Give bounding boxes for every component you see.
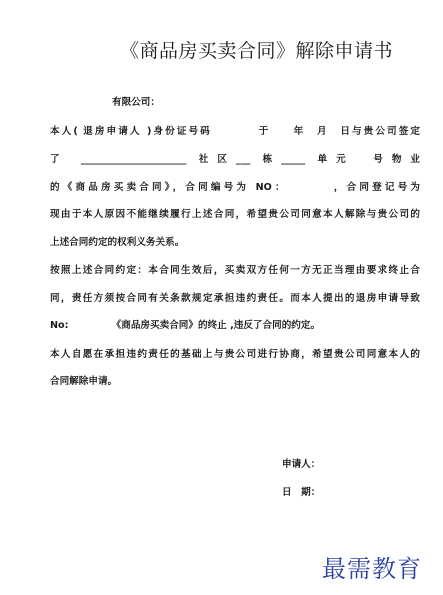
paragraph-line: 按照上述合同约定：本合同生效后，买卖双方任何一方无正当理由要求终止合 [50,265,420,276]
paragraph-line: 了 ______________________ 社区___ 栋_____ 单元 号物业 [50,154,420,165]
paragraph-line: No: 《商品房买卖合同》的终止 ,违反了合同的约定。 [50,320,321,331]
document-title: 《商品房买卖合同》解除申请书 [120,40,394,62]
paragraph-line: 现由于本人原因不能继续履行上述合同，希望贵公司同意本人解除与贵公司的 [50,209,420,220]
applicant-label: 申请人： [282,459,321,470]
addressee-line: 有限公司： [112,97,160,108]
date-label: 日 期： [282,487,321,498]
paragraph-line: 本人( 退房申请人 )身份证号码 于 年 月 日与贵公司签定 [50,126,420,137]
watermark-logo: 最需教育 [322,555,422,583]
paragraph-line: 上述合同约定的权利义务关系。 [50,237,185,248]
paragraph-line: 合同解除申请。 [50,376,118,387]
paragraph-line: 本人自愿在承担违约责任的基础上与贵公司进行协商，希望贵公司同意本人的 [50,349,420,360]
paragraph-line: 的《商品房买卖合同》，合同编号为 NO： ，合同登记号为 [50,182,420,193]
paragraph-line: 同，责任方须按合同有关条款规定承担违约责任。而本人提出的退房申请导致 [50,293,420,304]
